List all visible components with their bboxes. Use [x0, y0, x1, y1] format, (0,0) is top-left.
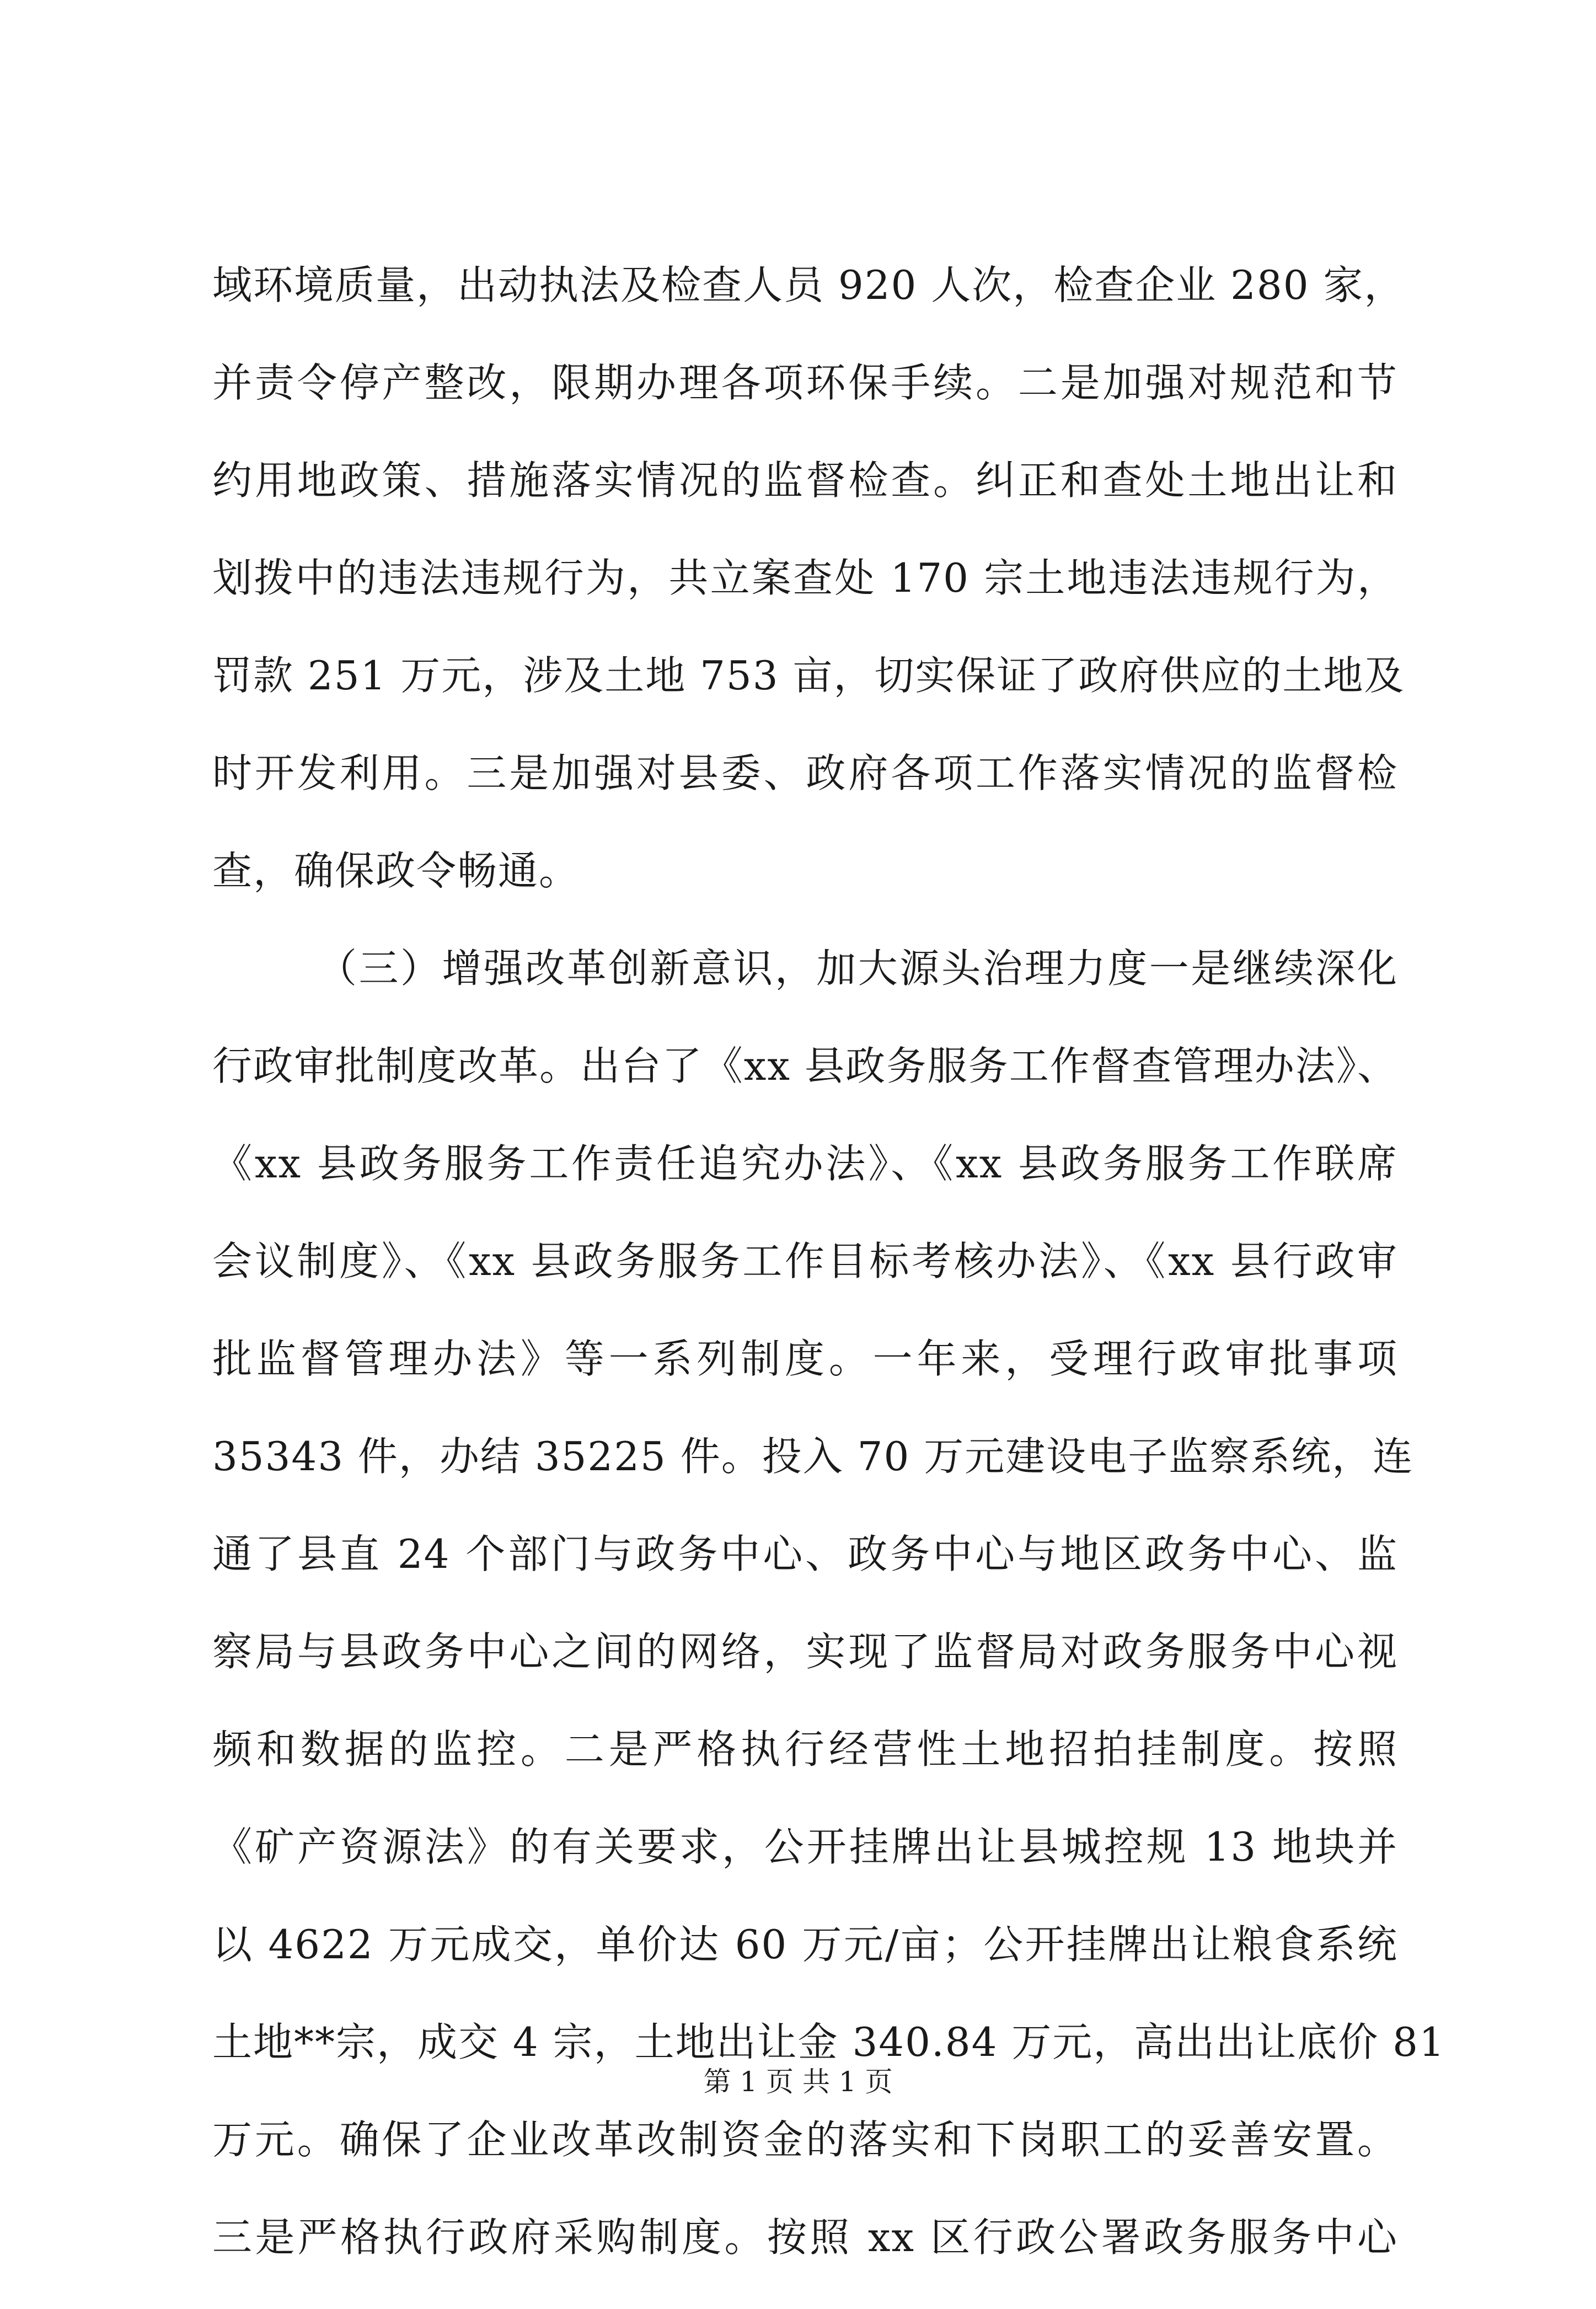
page-footer — [0, 2062, 1596, 2101]
text-line: 《xx 县政务服务工作责任追究办法》、《xx 县政务服务工作联席 — [212, 1140, 1398, 1187]
text-line: 以 4622 万元成交，单价达 60 万元/亩；公开挂牌出让粮食系统 — [212, 1921, 1398, 1968]
text-line: 约用地政策、措施落实情况的监督检查。纠正和查处土地出让和 — [212, 457, 1398, 503]
text-line: 批监督管理办法》等一系列制度。一年来，受理行政审批事项 — [212, 1336, 1398, 1382]
text-line: 行政审批制度改革。出台了《xx 县政务服务工作督查管理办法》、 — [212, 1043, 1398, 1089]
text-line: 频和数据的监控。二是严格执行经营性土地招拍挂制度。按照 — [212, 1726, 1398, 1772]
text-line: 万元。确保了企业改革改制资金的落实和下岗职工的妥善安置。 — [212, 2117, 1398, 2163]
text-line: 通了县直 24 个部门与政务中心、政务中心与地区政务中心、监 — [212, 1531, 1398, 1577]
text-line: 35343 件，办结 35225 件。投入 70 万元建设电子监察系统，连 — [212, 1433, 1414, 1480]
text-line: 三是严格执行政府采购制度。按照 xx 区行政公署政务服务中心 — [212, 2214, 1398, 2260]
text-line: 查，确保政令畅通。 — [212, 848, 580, 894]
section-heading-line: （三）增强改革创新意识，加大源头治理力度一是继续深化 — [317, 945, 1398, 992]
body-text — [212, 259, 1445, 2309]
text-line: 划拨中的违法违规行为，共立案查处 170 宗土地违法违规行为， — [212, 555, 1398, 601]
page-number-label: 第 1 页 共 1 页 — [703, 2066, 893, 2098]
text-line: 察局与县政务中心之间的网络，实现了监督局对政务服务中心视 — [212, 1628, 1398, 1675]
text-line: 罚款 251 万元，涉及土地 753 亩，切实保证了政府供应的土地及 — [212, 652, 1405, 699]
text-line: 时开发利用。三是加强对县委、政府各项工作落实情况的监督检 — [212, 750, 1398, 796]
text-line: 会议制度》、《xx 县政务服务工作目标考核办法》、《xx 县行政审 — [212, 1238, 1398, 1284]
text-line: 并责令停产整改，限期办理各项环保手续。二是加强对规范和节 — [212, 360, 1398, 406]
text-line: 域环境质量，出动执法及检查人员 920 人次，检查企业 280 家， — [212, 262, 1405, 308]
text-line: 《矿产资源法》的有关要求，公开挂牌出让县城控规 13 地块并 — [212, 1824, 1398, 1870]
text-line: 土地**宗，成交 4 宗，土地出让金 340.84 万元，高出出让底价 81 — [212, 2019, 1445, 2065]
